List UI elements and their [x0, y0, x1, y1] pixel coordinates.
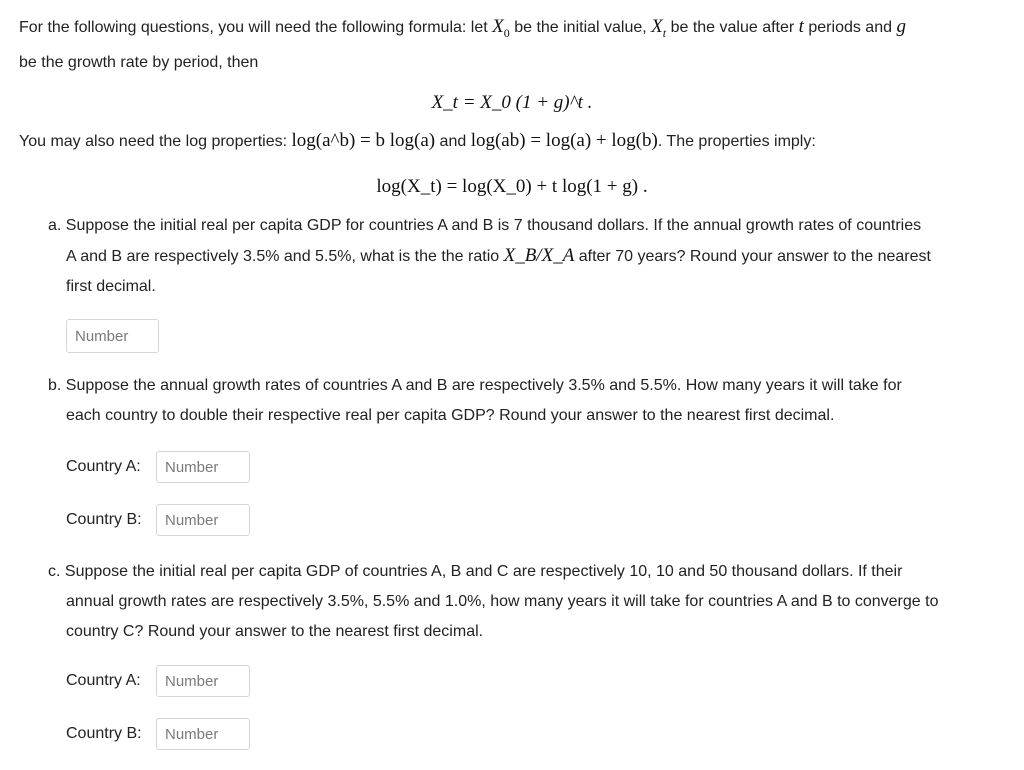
xt-symbol: $X_t$ — [651, 16, 667, 40]
log-growth-formula-text: log(X_t) = log(X_0) + t log(1 + g) . — [376, 176, 648, 197]
question-a-answer-input[interactable] — [66, 319, 159, 353]
intro-line-2: be the growth rate by period, then — [19, 53, 259, 71]
log-product-property: log(ab) = log(a) + log(b) — [470, 130, 658, 151]
question-a — [48, 211, 1018, 302]
question-b — [48, 371, 1018, 431]
ratio-symbol: X_B/X_A — [503, 245, 575, 266]
x0-symbol: $X_0$ — [492, 16, 510, 40]
log-properties-line: You may also need the log properties: log(a^b) = b log(a) and log(ab) = log(a) + log(b). The properties imply: — [19, 130, 816, 151]
intro-text — [19, 12, 1019, 78]
question-b-country-a-input[interactable] — [156, 451, 250, 483]
question-c-line-3: country C? Round your answer to the nearest first decimal. — [66, 623, 484, 640]
question-c-country-b-input[interactable] — [156, 718, 250, 750]
t-symbol: t — [798, 16, 804, 37]
question-c-line-1: c. Suppose the initial real per capita GDP of countries A, B and C are respectively 10, 10 and 50 thousand dollars. If their — [48, 563, 903, 580]
question-a-line-1: a. Suppose the initial real per capita GDP for countries A and B is 7 thousand dollars. If the annual growth rates of countries — [48, 217, 922, 234]
question-b-country-b-input[interactable] — [156, 504, 250, 536]
question-c-country-a-input[interactable] — [156, 665, 250, 697]
growth-formula — [0, 88, 1024, 118]
log-power-property: log(a^b) = b log(a) — [291, 130, 436, 151]
question-c-country-b-label: Country B: — [66, 725, 142, 742]
growth-formula-text: X_t = X_0 (1 + g)^t . — [431, 92, 593, 113]
question-a-line-3: first decimal. — [66, 278, 156, 295]
question-b-country-b-label: Country B: — [66, 511, 142, 528]
question-c — [48, 557, 1018, 647]
question-b-line-2: each country to double their respective real per capita GDP? Round your answer to the nearest first decimal. — [66, 407, 835, 424]
question-c-line-2: annual growth rates are respectively 3.5%, 5.5% and 1.0%, how many years it will take for countries A and B to converge to — [66, 593, 939, 610]
question-b-country-a-label: Country A: — [66, 458, 141, 475]
g-symbol: g — [896, 16, 906, 37]
question-a-line-2: A and B are respectively 3.5% and 5.5%, what is the the ratio X_B/X_A after 70 years? Round your answer to the nearest — [66, 245, 931, 266]
question-b-line-1: b. Suppose the annual growth rates of countries A and B are respectively 3.5% and 5.5%. How many years it will take for — [48, 377, 902, 394]
question-c-country-a-label: Country A: — [66, 672, 141, 689]
intro-line-1: For the following questions, you will need the following formula: let $X_0$ be the initial value, $X_t$ be the value after t periods and g — [19, 16, 906, 40]
log-growth-formula — [0, 172, 1024, 202]
